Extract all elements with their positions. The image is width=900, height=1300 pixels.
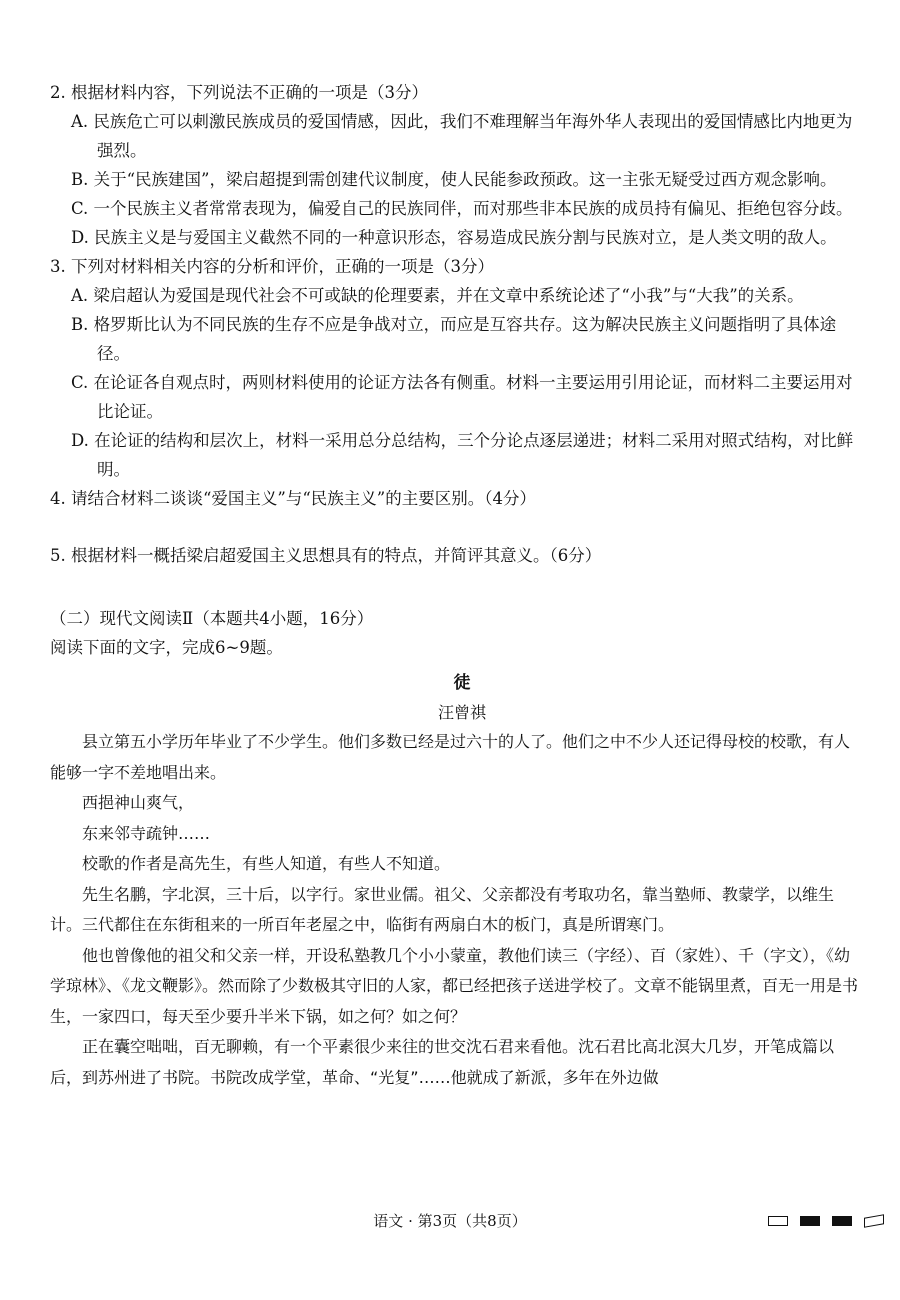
answer-space: [50, 513, 860, 541]
option-c: C. 在论证各自观点时，两则材料使用的论证方法各有侧重。材料一主要运用引用论证，而材料二主要运用对比论证。: [71, 373, 853, 421]
song-line: 西挹神山爽气，: [82, 793, 195, 812]
reading-instruction: 阅读下面的文字，完成6~9题。: [50, 638, 283, 657]
song-line: 东来邻寺疏钟……: [82, 823, 211, 843]
option-d: D. 在论证的结构和层次上，材料一采用总分总结构，三个分论点逐层递进；材料二采用对照式结构，对比鲜明。: [71, 431, 854, 479]
hollow-mark-icon: [768, 1216, 788, 1226]
question-stem: 2. 根据材料内容，下列说法不正确的一项是（3分）: [50, 83, 428, 102]
filled-mark-icon: [832, 1216, 852, 1226]
hollow-mark-icon: [864, 1214, 884, 1228]
passage-title: 徒: [453, 673, 471, 693]
passage-paragraph: 正在囊空咄咄，百无聊赖，有一个平素很少来往的世交沈石君来看他。沈石君比高北溟大几岁，开笔成篇以后，到苏州进了书院。书院改成学堂，革命、“光复”……他就成了新派，多年在外边做: [50, 1037, 835, 1087]
option-c: C. 一个民族主义者常常表现为，偏爱自己的民族同伴，而对那些非本民族的成员持有偏见、拒绝包容分歧。: [71, 199, 853, 218]
question-3: [50, 252, 860, 484]
exam-page: [50, 78, 860, 1093]
filled-mark-icon: [800, 1216, 820, 1226]
scan-marks: [768, 1216, 884, 1226]
question-2: [50, 78, 860, 252]
page-footer: 语文 · 第3页（共8页）: [373, 1212, 527, 1230]
answer-space: [50, 570, 860, 598]
section-heading: （二）现代文阅读Ⅱ（本题共4小题，16分）: [50, 609, 374, 628]
passage-paragraph: 校歌的作者是高先生，有些人知道，有些人不知道。: [82, 854, 451, 873]
question-5: 5. 根据材料一概括梁启超爱国主义思想具有的特点，并简评其意义。（6分）: [50, 546, 602, 565]
passage-paragraph: 县立第五小学历年毕业了不少学生。他们多数已经是过六十的人了。他们之中不少人还记得母校的校歌，有人能够一字不差地唱出来。: [50, 732, 851, 782]
question-stem: 3. 下列对材料相关内容的分析和评价，正确的一项是（3分）: [50, 257, 494, 276]
option-b: B. 关于“民族建国”，梁启超提到需创建代议制度，使人民能参政预政。这一主张无疑受过西方观念影响。: [71, 170, 837, 189]
question-4: 4. 请结合材料二谈谈“爱国主义”与“民族主义”的主要区别。（4分）: [50, 489, 536, 508]
passage-author: 汪曾祺: [437, 703, 486, 722]
option-a: A. 民族危亡可以刺激民族成员的爱国情感，因此，我们不难理解当年海外华人表现出的爱国情感比内地更为强烈。: [71, 112, 853, 160]
option-d: D. 民族主义是与爱国主义截然不同的一种意识形态，容易造成民族分割与民族对立，是人类文明的敌人。: [71, 228, 837, 247]
option-a: A. 梁启超认为爱国是现代社会不可或缺的伦理要素，并在文章中系统论述了“小我”与“大我”的关系。: [71, 286, 804, 305]
passage-paragraph: 先生名鹏，字北溟，三十后，以字行。家世业儒。祖父、父亲都没有考取功名，靠当塾师、教蒙学，以维生计。三代都住在东街租来的一所百年老屋之中，临街有两扇白木的板门，真是所谓寒门。: [50, 884, 835, 934]
option-b: B. 格罗斯比认为不同民族的生存不应是争战对立，而应是互容共存。这为解决民族主义问题指明了具体途径。: [71, 315, 837, 363]
passage-paragraph: 他也曾像他的祖父和父亲一样，开设私塾教几个小小蒙童，教他们读三（字经）、百（家姓）、千（字文），《幼学琼林》、《龙文鞭影》。然而除了少数极其守旧的人家，都已经把孩子送进学校了。文章不能锅里煮，百无一用是书生，一家四口，每天至少要升半米下锅，如之何？如之何？: [50, 945, 859, 1026]
